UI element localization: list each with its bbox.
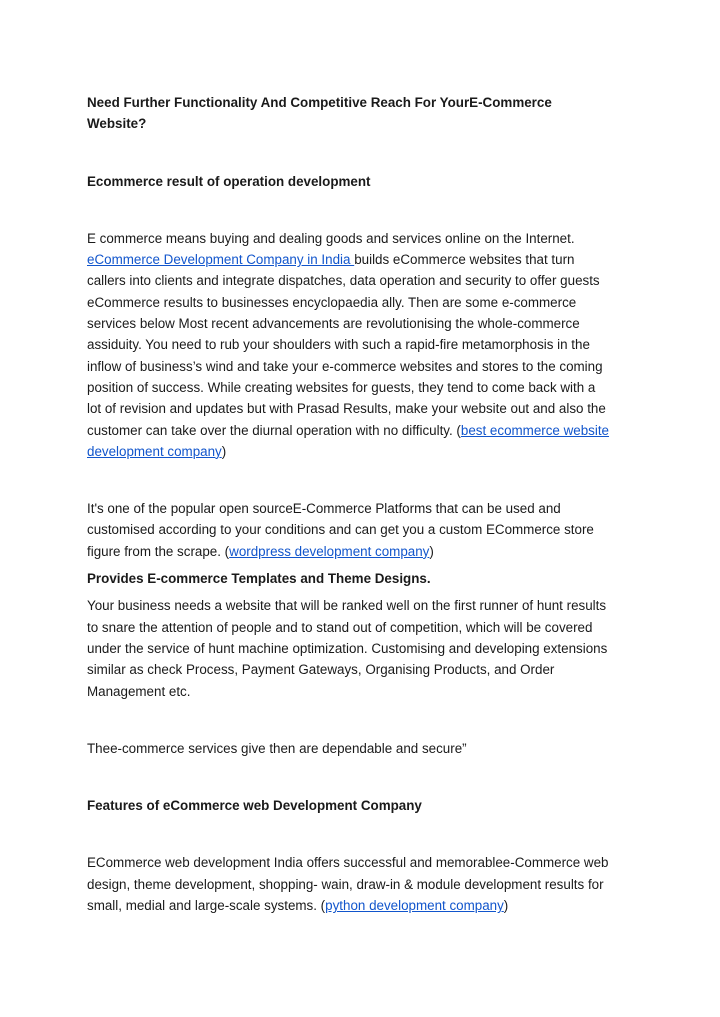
paragraph-line: Your business needs a website that will be ranked well on the first runner of hunt results bbox=[87, 598, 607, 614]
main-heading-line: Website? bbox=[87, 116, 147, 132]
paragraph-text: customer can take over the diurnal operation with no difficulty. ( bbox=[87, 422, 461, 438]
paragraph-line bbox=[87, 441, 635, 462]
paragraph-dependable-secure: Thee-commerce services give then are dependable and secure” bbox=[87, 740, 467, 756]
paragraph-line: Management etc. bbox=[87, 683, 191, 699]
section-heading-templates-themes: Provides E-commerce Templates and Theme Designs. bbox=[87, 571, 431, 587]
paragraph-line: services below Most recent advancements are revolutionising the whole-commerce bbox=[87, 316, 580, 332]
paragraph-ecommerce-intro bbox=[87, 228, 635, 462]
paragraph-web-development-india bbox=[87, 852, 635, 916]
paragraph-line: callers into clients and integrate dispatches, data operation and security to offer guests bbox=[87, 273, 600, 289]
paragraph-line: customised according to your conditions and can get you a custom ECommerce store bbox=[87, 522, 594, 538]
paragraph-line bbox=[87, 249, 635, 270]
paragraph-text: figure from the scrape. ( bbox=[87, 543, 230, 559]
ecommerce-development-company-india-link[interactable]: eCommerce Development Company in India bbox=[87, 252, 355, 268]
paragraph-text: builds eCommerce websites that turn bbox=[354, 252, 575, 268]
paragraph-line: position of success. While creating websites for guests, they tend to come back with a bbox=[87, 379, 596, 395]
paragraph-open-source-platforms bbox=[87, 498, 635, 562]
main-heading-line: Need Further Functionality And Competitive Reach For YourE-Commerce bbox=[87, 95, 552, 110]
paragraph-text: ) bbox=[429, 543, 434, 559]
paragraph-text: ) bbox=[503, 898, 509, 914]
paragraph-line bbox=[87, 420, 635, 441]
python-development-company-link[interactable]: python development company bbox=[325, 898, 504, 914]
best-ecommerce-website-link-continued[interactable]: development company bbox=[87, 443, 222, 459]
paragraph-line: under the service of hunt machine optimization. Customising and developing extensions bbox=[87, 640, 608, 656]
paragraph-line: It's one of the popular open sourceE-Commerce Platforms that can be used and bbox=[87, 501, 561, 517]
paragraph-line: similar as check Process, Payment Gateways, Organising Products, and Order bbox=[87, 662, 555, 678]
main-heading bbox=[87, 92, 635, 135]
document-body bbox=[87, 92, 635, 916]
paragraph-line: assiduity. You need to rub your shoulders with such a rapid-fire metamorphosis in the bbox=[87, 337, 590, 353]
best-ecommerce-website-link[interactable]: best ecommerce website bbox=[460, 422, 610, 438]
paragraph-line: eCommerce results to businesses encyclopaedia ally. Then are some e-commerce bbox=[87, 294, 577, 310]
paragraph-text: small, medial and large-scale systems. ( bbox=[87, 898, 326, 914]
paragraph-line: to snare the attention of people and to stand out of competition, which will be covered bbox=[87, 619, 593, 635]
wordpress-development-company-link[interactable]: wordpress development company bbox=[229, 543, 430, 559]
paragraph-line: design, theme development, shopping- wain, draw-in & module development results for bbox=[87, 876, 604, 892]
paragraph-line bbox=[87, 541, 635, 562]
paragraph-line: E commerce means buying and dealing goods and services online on the Internet. bbox=[87, 230, 575, 246]
section-heading-features: Features of eCommerce web Development Company bbox=[87, 798, 422, 814]
paragraph-line: inflow of business’s wind and take your e-commerce websites and stores to the coming bbox=[87, 358, 603, 374]
paragraph-business-website bbox=[87, 595, 635, 701]
paragraph-line: lot of revision and updates but with Prasad Results, make your website out and also the bbox=[87, 401, 606, 417]
paragraph-text: ) bbox=[221, 443, 227, 459]
section-heading-operation-development: Ecommerce result of operation development bbox=[87, 173, 371, 189]
paragraph-line: ECommerce web development India offers successful and memorablee-Commerce web bbox=[87, 855, 609, 871]
paragraph-line bbox=[87, 895, 635, 916]
